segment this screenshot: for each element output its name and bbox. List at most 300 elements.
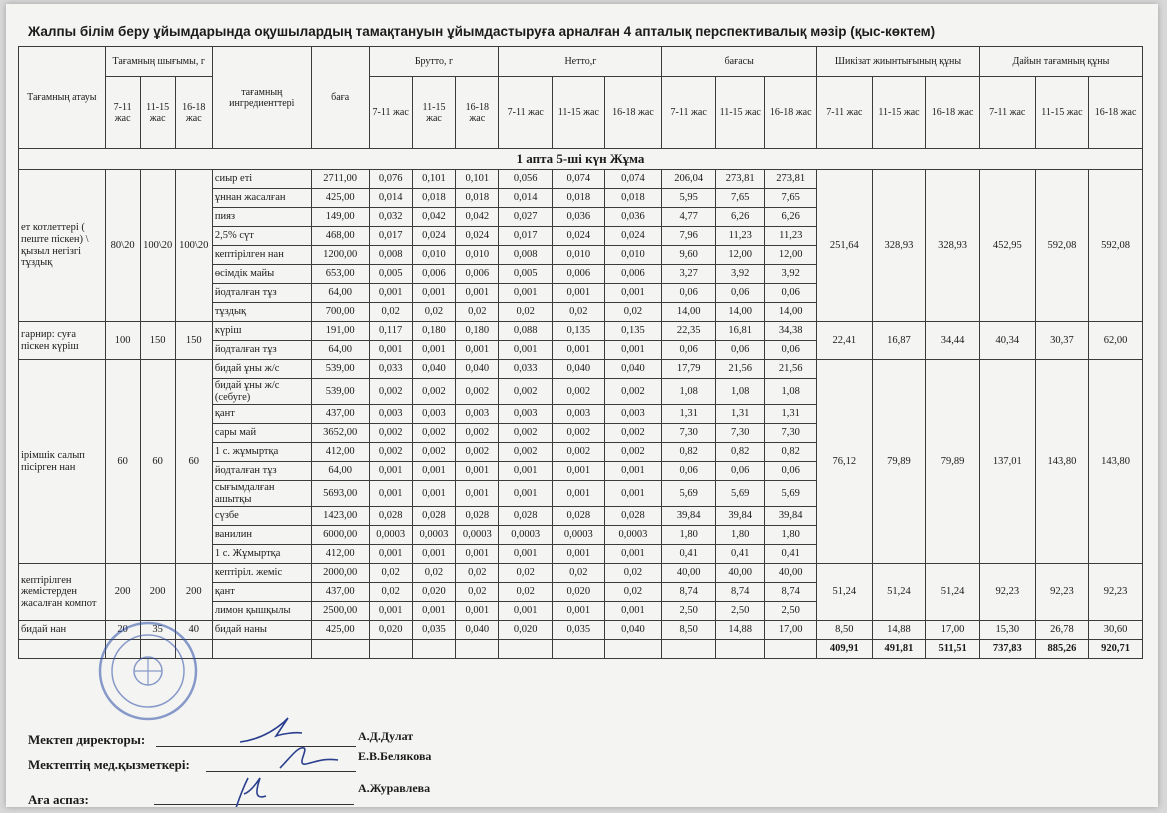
ingredient-value: 0,002	[499, 379, 553, 405]
signature-chef-name: А.Журавлева	[358, 781, 431, 795]
ingredient-value: 0,024	[412, 227, 455, 246]
ingredient-value: 39,84	[715, 507, 764, 526]
document-title: Жалпы білім беру ұйымдарында оқушылардың тамақтануын ұйымдастыруға арналған 4 апталық перспективалық мәзір (қыс-көктем)	[28, 24, 936, 39]
ingredient-value: 0,010	[456, 246, 499, 265]
ingredient-value: 0,008	[369, 246, 412, 265]
ingredient-value: 0,003	[604, 405, 662, 424]
ingredient-value: 17,79	[662, 360, 716, 379]
ingredient-value: 0,135	[553, 322, 605, 341]
ingredient-value: 1,08	[662, 379, 716, 405]
signature-director-name: А.Д.Дулат	[358, 729, 414, 743]
ingredient-value: 0,024	[553, 227, 605, 246]
ready-cost: 92,23	[1089, 564, 1143, 621]
ingredient-value: 0,001	[412, 602, 455, 621]
header-ready-cost: Дайын тағамның құны	[979, 47, 1142, 77]
empty-cell	[212, 640, 311, 659]
ingredient-value: 12,00	[715, 246, 764, 265]
ingredient-value: 5,95	[662, 189, 716, 208]
table-row	[19, 170, 1143, 189]
empty-cell	[311, 640, 369, 659]
age-header-portion-age-b: 11-15 жас	[140, 77, 175, 149]
ingredient-value: 2,50	[662, 602, 716, 621]
ready-cost: 26,78	[1035, 621, 1089, 640]
ingredient-value: 6,26	[765, 208, 817, 227]
dish-name: ірімшік салып пісірген нан	[19, 360, 106, 564]
ingredient-name: ванилин	[212, 526, 311, 545]
ingredient-price: 149,00	[311, 208, 369, 227]
ingredient-value: 0,002	[369, 443, 412, 462]
ingredient-value: 0,82	[715, 443, 764, 462]
empty-cell	[553, 640, 605, 659]
raw-cost: 8,50	[817, 621, 873, 640]
ingredient-value: 12,00	[765, 246, 817, 265]
ingredient-value: 4,77	[662, 208, 716, 227]
ingredient-value: 0,003	[369, 405, 412, 424]
age-header-row	[19, 77, 1143, 149]
ingredient-price: 412,00	[311, 545, 369, 564]
ingredient-value: 0,41	[662, 545, 716, 564]
ingredient-value: 0,002	[499, 424, 553, 443]
ingredient-price: 5693,00	[311, 481, 369, 507]
raw-cost: 14,88	[872, 621, 926, 640]
ingredient-value: 0,06	[715, 284, 764, 303]
ingredient-price: 437,00	[311, 583, 369, 602]
ingredient-value: 0,006	[553, 265, 605, 284]
raw-cost: 328,93	[872, 170, 926, 322]
table-row	[19, 564, 1143, 583]
ingredient-value: 0,06	[662, 341, 716, 360]
ingredient-value: 0,042	[456, 208, 499, 227]
ingredient-value: 0,41	[765, 545, 817, 564]
ingredient-value: 0,074	[604, 170, 662, 189]
empty-cell	[715, 640, 764, 659]
ingredient-value: 9,60	[662, 246, 716, 265]
ingredient-value: 0,02	[412, 303, 455, 322]
ingredient-value: 0,001	[369, 602, 412, 621]
ingredient-value: 0,027	[499, 208, 553, 227]
age-header-ready-age-c: 16-18 жас	[1089, 77, 1143, 149]
ingredient-name: бидай ұны ж/с	[212, 360, 311, 379]
header-price: баға	[311, 47, 369, 149]
empty-cell	[412, 640, 455, 659]
ingredient-value: 0,001	[604, 284, 662, 303]
ingredient-value: 0,028	[553, 507, 605, 526]
ingredient-value: 0,02	[369, 303, 412, 322]
ingredient-value: 0,088	[499, 322, 553, 341]
total-raw-cost: 511,51	[926, 640, 980, 659]
age-header-portion-age-c: 16-18 жас	[175, 77, 212, 149]
age-header-cost-age-b: 11-15 жас	[715, 77, 764, 149]
signature-med-name: Е.В.Белякова	[358, 749, 432, 763]
ingredient-value: 2,50	[765, 602, 817, 621]
ingredient-value: 0,001	[456, 481, 499, 507]
ingredient-value: 3,27	[662, 265, 716, 284]
header-gross: Брутто, г	[369, 47, 499, 77]
ingredient-value: 8,74	[765, 583, 817, 602]
ingredient-price: 64,00	[311, 462, 369, 481]
dish-name: кептірілген жемістерден жасалған компот	[19, 564, 106, 621]
dish-portion: 20	[105, 621, 140, 640]
ingredient-value: 0,036	[553, 208, 605, 227]
ingredient-value: 0,002	[499, 443, 553, 462]
ingredient-value: 0,036	[604, 208, 662, 227]
ingredient-name: йодталған тұз	[212, 462, 311, 481]
raw-cost: 51,24	[817, 564, 873, 621]
ready-cost: 592,08	[1089, 170, 1143, 322]
ingredient-value: 7,30	[662, 424, 716, 443]
ingredient-value: 8,74	[715, 583, 764, 602]
age-header-portion-age-a: 7-11 жас	[105, 77, 140, 149]
ingredient-value: 0,180	[456, 322, 499, 341]
ingredient-value: 0,001	[499, 462, 553, 481]
ingredient-value: 0,018	[456, 189, 499, 208]
ingredient-value: 0,02	[604, 583, 662, 602]
dish-portion: 80\20	[105, 170, 140, 322]
ingredient-value: 0,002	[604, 424, 662, 443]
ingredient-name: қант	[212, 405, 311, 424]
ready-cost: 92,23	[979, 564, 1035, 621]
ingredient-value: 0,06	[662, 462, 716, 481]
ingredient-value: 0,002	[369, 424, 412, 443]
ingredient-value: 3,92	[715, 265, 764, 284]
ingredient-value: 0,06	[715, 462, 764, 481]
age-header-ready-age-b: 11-15 жас	[1035, 77, 1089, 149]
ingredient-value: 0,001	[553, 481, 605, 507]
ingredient-value: 0,02	[456, 583, 499, 602]
ingredient-value: 0,002	[412, 379, 455, 405]
raw-cost: 51,24	[926, 564, 980, 621]
ingredient-name: кептірілген нан	[212, 246, 311, 265]
ingredient-value: 40,00	[765, 564, 817, 583]
ingredient-value: 0,028	[456, 507, 499, 526]
ingredient-value: 3,92	[765, 265, 817, 284]
ingredient-value: 1,31	[765, 405, 817, 424]
ingredient-price: 425,00	[311, 621, 369, 640]
raw-cost: 17,00	[926, 621, 980, 640]
ingredient-value: 1,80	[715, 526, 764, 545]
ingredient-value: 0,02	[553, 303, 605, 322]
ingredient-value: 34,38	[765, 322, 817, 341]
header-raw-cost: Шикізат жиынтығының құны	[817, 47, 980, 77]
ingredient-value: 17,00	[765, 621, 817, 640]
ingredient-value: 5,69	[765, 481, 817, 507]
day-row	[19, 149, 1143, 170]
ingredient-value: 0,001	[412, 545, 455, 564]
dish-portion: 60	[140, 360, 175, 564]
raw-cost: 79,89	[872, 360, 926, 564]
empty-cell	[662, 640, 716, 659]
ingredient-value: 0,02	[604, 303, 662, 322]
ingredient-value: 6,26	[715, 208, 764, 227]
raw-cost: 51,24	[872, 564, 926, 621]
ingredient-name: бидай наны	[212, 621, 311, 640]
ingredient-name: пияз	[212, 208, 311, 227]
ingredient-value: 0,017	[369, 227, 412, 246]
ingredient-price: 1423,00	[311, 507, 369, 526]
ingredient-value: 0,001	[412, 284, 455, 303]
ingredient-name: 1 с. жұмыртқа	[212, 443, 311, 462]
ingredient-value: 0,033	[369, 360, 412, 379]
empty-cell	[456, 640, 499, 659]
age-header-raw-age-a: 7-11 жас	[817, 77, 873, 149]
dish-portion: 150	[175, 322, 212, 360]
ingredient-value: 11,23	[765, 227, 817, 246]
ingredient-value: 0,006	[456, 265, 499, 284]
ready-cost: 30,60	[1089, 621, 1143, 640]
ingredient-value: 7,65	[765, 189, 817, 208]
ingredient-value: 0,035	[553, 621, 605, 640]
total-raw-cost: 491,81	[872, 640, 926, 659]
ingredient-value: 0,032	[369, 208, 412, 227]
ingredient-value: 0,0003	[412, 526, 455, 545]
ingredient-value: 0,02	[369, 564, 412, 583]
ingredient-name: қант	[212, 583, 311, 602]
ingredient-name: 1 с. Жұмыртқа	[212, 545, 311, 564]
ingredient-value: 0,02	[456, 303, 499, 322]
ingredient-value: 0,001	[553, 284, 605, 303]
ingredient-value: 0,024	[456, 227, 499, 246]
dish-name: ет котлеттері ( пеште піскен) \ қызыл негізгі тұздық	[19, 170, 106, 322]
menu-table	[18, 46, 1143, 659]
age-header-net-age-b: 11-15 жас	[553, 77, 605, 149]
ingredient-name: бидай ұны ж/с (себуге)	[212, 379, 311, 405]
ingredient-value: 0,180	[412, 322, 455, 341]
ingredient-value: 0,076	[369, 170, 412, 189]
ingredient-value: 0,0003	[604, 526, 662, 545]
ingredient-value: 14,00	[715, 303, 764, 322]
ingredient-value: 0,001	[604, 481, 662, 507]
raw-cost: 76,12	[817, 360, 873, 564]
ingredient-value: 0,018	[412, 189, 455, 208]
ingredient-value: 21,56	[715, 360, 764, 379]
ingredient-value: 16,81	[715, 322, 764, 341]
ingredient-value: 0,002	[369, 379, 412, 405]
ingredient-value: 0,001	[499, 545, 553, 564]
ingredient-value: 0,001	[369, 462, 412, 481]
ready-cost: 62,00	[1089, 322, 1143, 360]
ingredient-value: 0,02	[499, 564, 553, 583]
age-header-cost-age-a: 7-11 жас	[662, 77, 716, 149]
ingredient-value: 1,80	[662, 526, 716, 545]
ingredient-value: 0,001	[553, 602, 605, 621]
ingredient-name: йодталған тұз	[212, 284, 311, 303]
ingredient-value: 0,001	[604, 462, 662, 481]
header-net: Нетто,г	[499, 47, 662, 77]
dish-portion: 100	[105, 322, 140, 360]
ingredient-value: 0,005	[499, 265, 553, 284]
ingredient-value: 0,024	[604, 227, 662, 246]
ingredient-value: 0,02	[499, 583, 553, 602]
ingredient-value: 14,00	[662, 303, 716, 322]
ingredient-value: 0,001	[553, 341, 605, 360]
ingredient-value: 0,001	[456, 341, 499, 360]
ingredient-value: 8,50	[662, 621, 716, 640]
ingredient-value: 39,84	[662, 507, 716, 526]
ingredient-value: 21,56	[765, 360, 817, 379]
ingredient-value: 0,02	[369, 583, 412, 602]
ingredient-value: 0,0003	[456, 526, 499, 545]
ingredient-value: 0,06	[715, 341, 764, 360]
dish-portion: 200	[175, 564, 212, 621]
ingredient-value: 0,028	[604, 507, 662, 526]
ingredient-value: 0,040	[412, 360, 455, 379]
ingredient-value: 0,001	[369, 481, 412, 507]
ingredient-name: сары май	[212, 424, 311, 443]
dish-portion: 150	[140, 322, 175, 360]
ingredient-value: 0,020	[553, 583, 605, 602]
ready-cost: 143,80	[1035, 360, 1089, 564]
ingredient-value: 0,008	[499, 246, 553, 265]
signature-med-role: Мектептің мед.қызметкері:	[28, 757, 190, 772]
ingredient-value: 0,001	[369, 284, 412, 303]
dish-name: бидай нан	[19, 621, 106, 640]
age-header-raw-age-b: 11-15 жас	[872, 77, 926, 149]
dish-name: гарнир: суға піскен күріш	[19, 322, 106, 360]
ingredient-value: 0,06	[765, 341, 817, 360]
ingredient-value: 14,88	[715, 621, 764, 640]
ingredient-value: 1,31	[715, 405, 764, 424]
ingredient-value: 273,81	[765, 170, 817, 189]
ingredient-value: 0,006	[412, 265, 455, 284]
age-header-gross-age-b: 11-15 жас	[412, 77, 455, 149]
ingredient-value: 40,00	[662, 564, 716, 583]
ingredient-value: 0,06	[765, 462, 817, 481]
ingredient-value: 0,005	[369, 265, 412, 284]
ingredient-value: 0,040	[456, 360, 499, 379]
dish-portion: 100\20	[175, 170, 212, 322]
ready-cost: 15,30	[979, 621, 1035, 640]
ingredient-value: 0,035	[412, 621, 455, 640]
ingredient-value: 0,002	[553, 443, 605, 462]
dish-portion: 100\20	[140, 170, 175, 322]
ingredient-value: 0,001	[456, 545, 499, 564]
ingredient-value: 1,08	[715, 379, 764, 405]
ingredient-value: 2,50	[715, 602, 764, 621]
ingredient-value: 0,028	[369, 507, 412, 526]
ingredient-value: 0,020	[369, 621, 412, 640]
total-ready-cost: 920,71	[1089, 640, 1143, 659]
ingredient-value: 0,040	[604, 360, 662, 379]
round-stamp-icon	[88, 616, 208, 726]
ready-cost: 137,01	[979, 360, 1035, 564]
ingredient-value: 0,010	[553, 246, 605, 265]
ingredient-value: 0,002	[604, 379, 662, 405]
ingredient-value: 0,033	[499, 360, 553, 379]
ingredient-price: 191,00	[311, 322, 369, 341]
ingredient-price: 1200,00	[311, 246, 369, 265]
ingredient-value: 0,02	[456, 564, 499, 583]
ingredient-value: 0,001	[412, 481, 455, 507]
ingredient-value: 0,001	[499, 284, 553, 303]
ingredient-value: 0,018	[553, 189, 605, 208]
ingredient-value: 0,001	[499, 602, 553, 621]
ingredient-value: 0,002	[456, 424, 499, 443]
ingredient-value: 7,65	[715, 189, 764, 208]
ingredient-value: 0,001	[604, 545, 662, 564]
empty-cell	[499, 640, 553, 659]
ingredient-value: 0,002	[412, 443, 455, 462]
ready-cost: 40,34	[979, 322, 1035, 360]
ingredient-price: 425,00	[311, 189, 369, 208]
ready-cost: 143,80	[1089, 360, 1143, 564]
ingredient-price: 653,00	[311, 265, 369, 284]
ingredient-value: 7,30	[765, 424, 817, 443]
ingredient-value: 0,06	[662, 284, 716, 303]
ingredient-name: йодталған тұз	[212, 341, 311, 360]
ingredient-value: 0,056	[499, 170, 553, 189]
ingredient-value: 0,001	[604, 341, 662, 360]
ingredient-value: 7,30	[715, 424, 764, 443]
ingredient-value: 39,84	[765, 507, 817, 526]
ingredient-name: өсімдік майы	[212, 265, 311, 284]
ingredient-price: 64,00	[311, 284, 369, 303]
ingredient-value: 0,06	[765, 284, 817, 303]
age-header-net-age-c: 16-18 жас	[604, 77, 662, 149]
ingredient-value: 0,135	[604, 322, 662, 341]
header-cost: бағасы	[662, 47, 817, 77]
header-ingredients: тағамның ингредиенттері	[212, 47, 311, 149]
ingredient-value: 0,02	[553, 564, 605, 583]
ingredient-value: 0,0003	[499, 526, 553, 545]
dish-portion: 60	[175, 360, 212, 564]
ingredient-value: 0,002	[412, 424, 455, 443]
ingredient-value: 11,23	[715, 227, 764, 246]
ingredient-value: 0,0003	[553, 526, 605, 545]
ingredient-value: 1,80	[765, 526, 817, 545]
ingredient-value: 0,02	[412, 564, 455, 583]
ingredient-value: 0,014	[499, 189, 553, 208]
ingredient-value: 0,001	[369, 341, 412, 360]
ingredient-value: 40,00	[715, 564, 764, 583]
ingredient-value: 1,08	[765, 379, 817, 405]
ingredient-value: 0,042	[412, 208, 455, 227]
med-signature-icon	[276, 738, 346, 772]
ingredient-value: 0,006	[604, 265, 662, 284]
ingredient-value: 0,028	[412, 507, 455, 526]
empty-cell	[604, 640, 662, 659]
ingredient-price: 539,00	[311, 360, 369, 379]
ingredient-value: 0,001	[553, 545, 605, 564]
menu-document	[6, 4, 1158, 807]
age-header-ready-age-a: 7-11 жас	[979, 77, 1035, 149]
ingredient-value: 0,101	[412, 170, 455, 189]
ingredient-value: 0,001	[456, 602, 499, 621]
raw-cost: 328,93	[926, 170, 980, 322]
age-header-cost-age-c: 16-18 жас	[765, 77, 817, 149]
ingredient-price: 2000,00	[311, 564, 369, 583]
signature-director-role: Мектеп директоры:	[28, 732, 146, 747]
ingredient-price: 437,00	[311, 405, 369, 424]
ingredient-value: 0,41	[715, 545, 764, 564]
ingredient-value: 0,001	[499, 341, 553, 360]
ingredient-value: 0,020	[499, 621, 553, 640]
dish-portion: 200	[140, 564, 175, 621]
day-label: 1 апта 5-ші күн Жұма	[19, 149, 1143, 170]
age-header-net-age-a: 7-11 жас	[499, 77, 553, 149]
header-dish: Тағамның атауы	[19, 47, 106, 149]
ingredient-name: 2,5% сүт	[212, 227, 311, 246]
ingredient-price: 539,00	[311, 379, 369, 405]
ingredient-value: 0,002	[553, 379, 605, 405]
ingredient-value: 0,0003	[369, 526, 412, 545]
ingredient-value: 0,028	[499, 507, 553, 526]
ingredient-value: 0,074	[553, 170, 605, 189]
ingredient-value: 7,96	[662, 227, 716, 246]
ingredient-value: 0,117	[369, 322, 412, 341]
ingredient-value: 0,017	[499, 227, 553, 246]
ingredient-value: 0,02	[499, 303, 553, 322]
ingredient-name: сүзбе	[212, 507, 311, 526]
